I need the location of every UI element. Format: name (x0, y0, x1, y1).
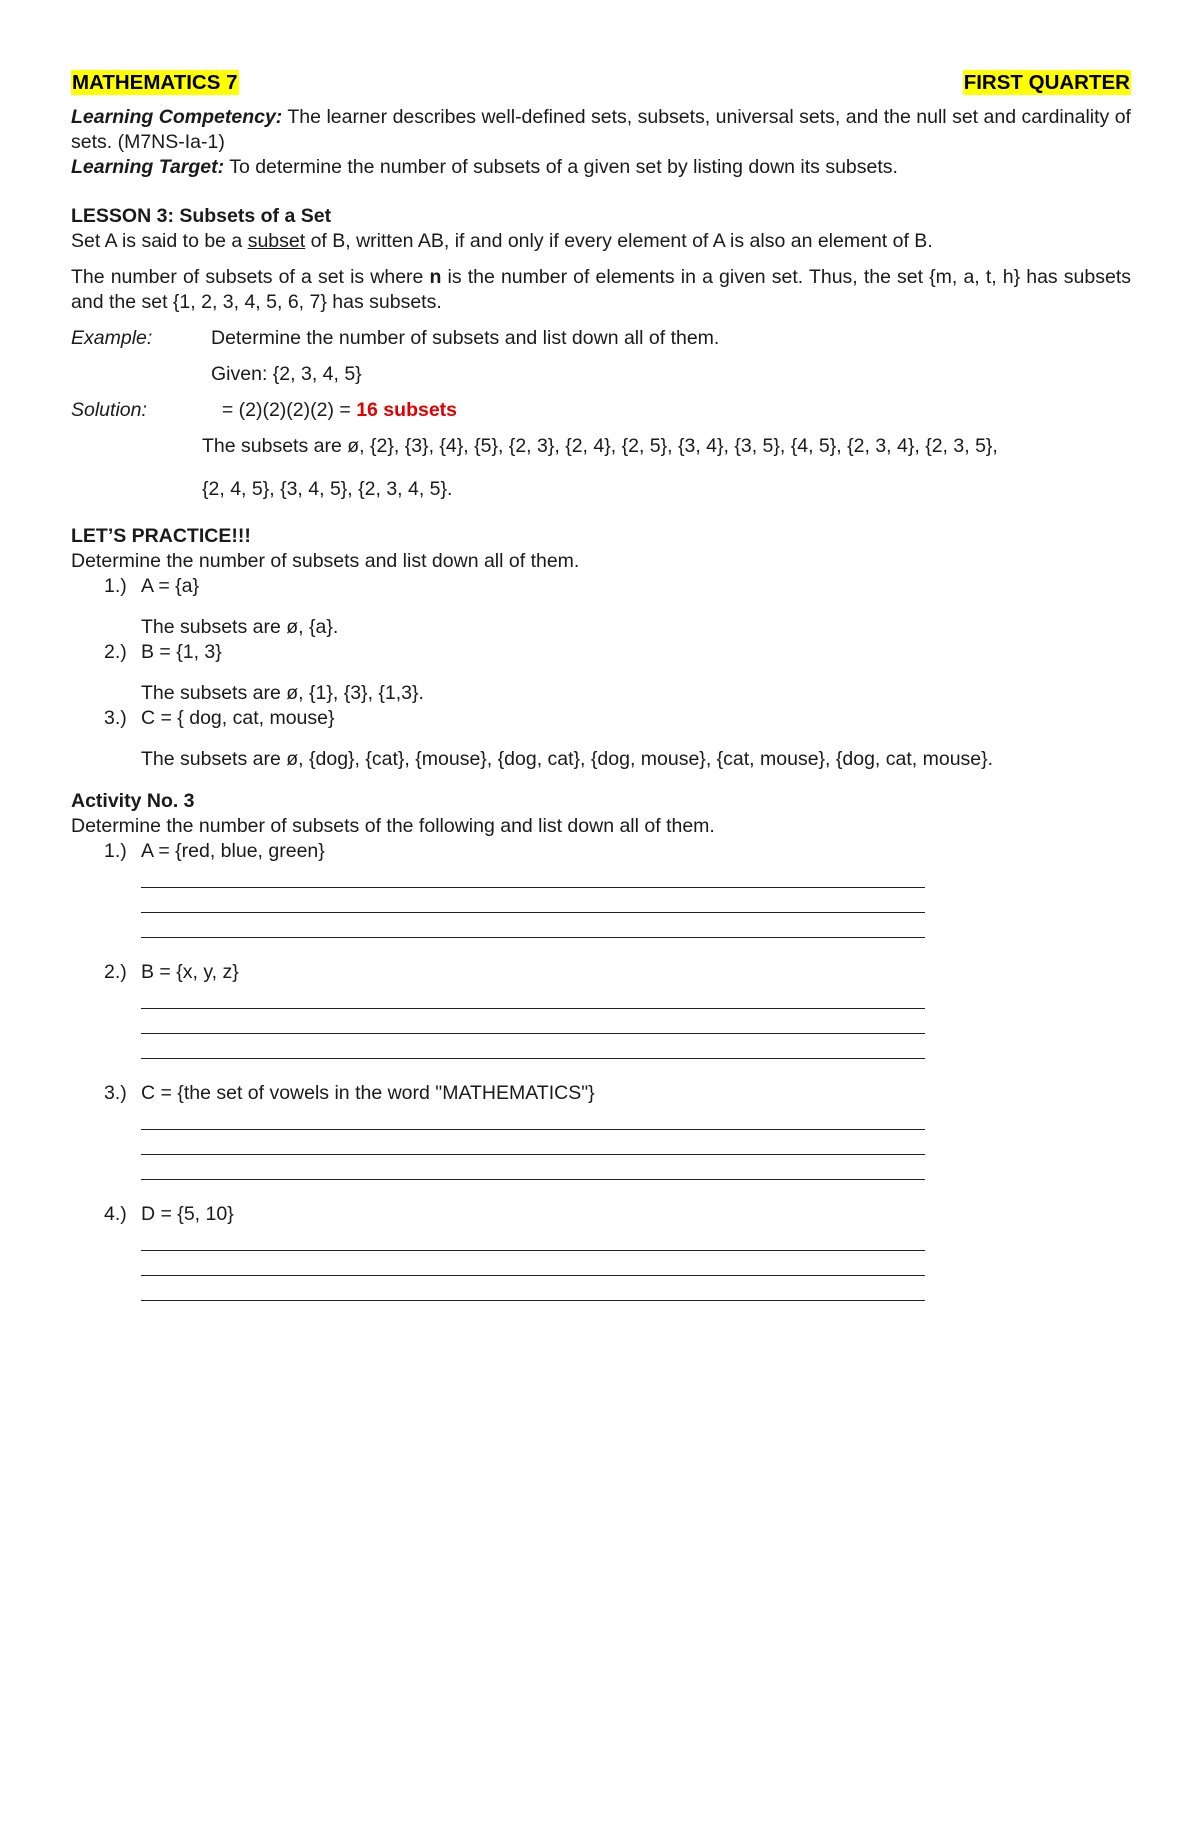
answer-line[interactable] (141, 1105, 925, 1130)
item-set: B = {1, 3} (141, 641, 222, 663)
practice-item-2 (71, 640, 1131, 706)
learning-target (71, 155, 1131, 180)
answer-line[interactable] (141, 913, 925, 938)
target-label: Learning Target: (71, 156, 225, 178)
answer-line[interactable] (141, 1130, 925, 1155)
solution-row (71, 398, 1131, 423)
definition-text-post: of B, written AB, if and only if every element of A is also an element of B. (305, 230, 933, 252)
practice-title: LET’S PRACTICE!!! (71, 525, 251, 547)
item-number: 1.) (104, 575, 127, 597)
answer-line[interactable] (141, 863, 925, 888)
answer-line[interactable] (141, 888, 925, 913)
activity-item-1 (71, 839, 1131, 938)
item-set: B = {x, y, z} (141, 961, 239, 983)
activity-item-2 (71, 960, 1131, 1059)
activity-title: Activity No. 3 (71, 790, 195, 812)
subject-title: MATHEMATICS 7 (72, 71, 238, 94)
solution-result: 16 subsets (356, 399, 458, 421)
item-answer: The subsets are ø, {1}, {3}, {1,3}. (141, 682, 424, 704)
item-number: 2.) (104, 961, 127, 983)
example-row (71, 326, 1131, 351)
subset-count-paragraph (71, 265, 1131, 315)
answer-line[interactable] (141, 1155, 925, 1180)
item-number: 3.) (104, 707, 127, 729)
quarter-title: FIRST QUARTER (963, 71, 1130, 94)
item-number: 4.) (104, 1203, 127, 1225)
competency-label: Learning Competency: (71, 106, 283, 128)
subsets-line-2: {2, 4, 5}, {3, 4, 5}, {2, 3, 4, 5}. (202, 478, 453, 500)
learning-competency (71, 105, 1131, 155)
example-given: Given: {2, 3, 4, 5} (211, 363, 362, 385)
practice-instruction: Determine the number of subsets and list down all of them. (71, 550, 580, 572)
competency-text: The learner describes well-defined sets, subsets, universal sets, and the null set and cardinality of sets. (M7NS-Ia-1) (71, 106, 1131, 153)
item-set: D = {5, 10} (141, 1203, 234, 1225)
target-text: To determine the number of subsets of a given set by listing down its subsets. (224, 156, 898, 178)
answer-line[interactable] (141, 1251, 925, 1276)
answer-line[interactable] (141, 1009, 925, 1034)
activity-item-3 (71, 1081, 1131, 1180)
subset-definition (71, 229, 1131, 254)
practice-item-3 (71, 706, 1131, 772)
paragraph-text-a: The number of subsets of a set is where (71, 266, 430, 288)
solution-label: Solution: (71, 399, 147, 421)
answer-line[interactable] (141, 984, 925, 1009)
solution-equation: = (2)(2)(2)(2) = (211, 399, 357, 421)
subset-term: subset (247, 230, 306, 252)
item-answer: The subsets are ø, {dog}, {cat}, {mouse}, {dog, cat}, {dog, mouse}, {cat, mouse}, {dog, cat, mouse}. (141, 748, 994, 770)
item-set: A = {a} (141, 575, 200, 597)
example-subsets-list (71, 425, 1131, 511)
item-set: C = {the set of vowels in the word "MATHEMATICS"} (141, 1082, 595, 1104)
example-text: Determine the number of subsets and list down all of them. (211, 327, 720, 349)
item-set: A = {red, blue, green} (141, 840, 325, 862)
item-answer: The subsets are ø, {a}. (141, 616, 339, 638)
answer-line[interactable] (141, 1276, 925, 1301)
variable-n: n (429, 266, 442, 288)
answer-line[interactable] (141, 1226, 925, 1251)
worksheet-page (71, 70, 1131, 1301)
definition-text-pre: Set A is said to be a (71, 230, 248, 252)
activity-item-4 (71, 1202, 1131, 1301)
practice-item-1 (71, 574, 1131, 640)
subsets-line-1: The subsets are ø, {2}, {3}, {4}, {5}, {2, 3}, {2, 4}, {2, 5}, {3, 4}, {3, 5}, {4, 5}, {2, 3, 4}, {2, 3, 5}, (202, 435, 998, 457)
item-set: C = { dog, cat, mouse} (141, 707, 335, 729)
example-label: Example: (71, 327, 153, 349)
paragraph-text-b: is the number of elements in a given set. Thus, the set {m, a, t, h} has subsets and the set {1, 2, 3, 4, 5, 6, 7} has subsets. (71, 266, 1131, 313)
answer-line[interactable] (141, 1034, 925, 1059)
header (71, 70, 1131, 95)
item-number: 2.) (104, 641, 127, 663)
item-number: 1.) (104, 840, 127, 862)
lesson-title: LESSON 3: Subsets of a Set (71, 205, 332, 227)
item-number: 3.) (104, 1082, 127, 1104)
activity-instruction: Determine the number of subsets of the following and list down all of them. (71, 815, 715, 837)
